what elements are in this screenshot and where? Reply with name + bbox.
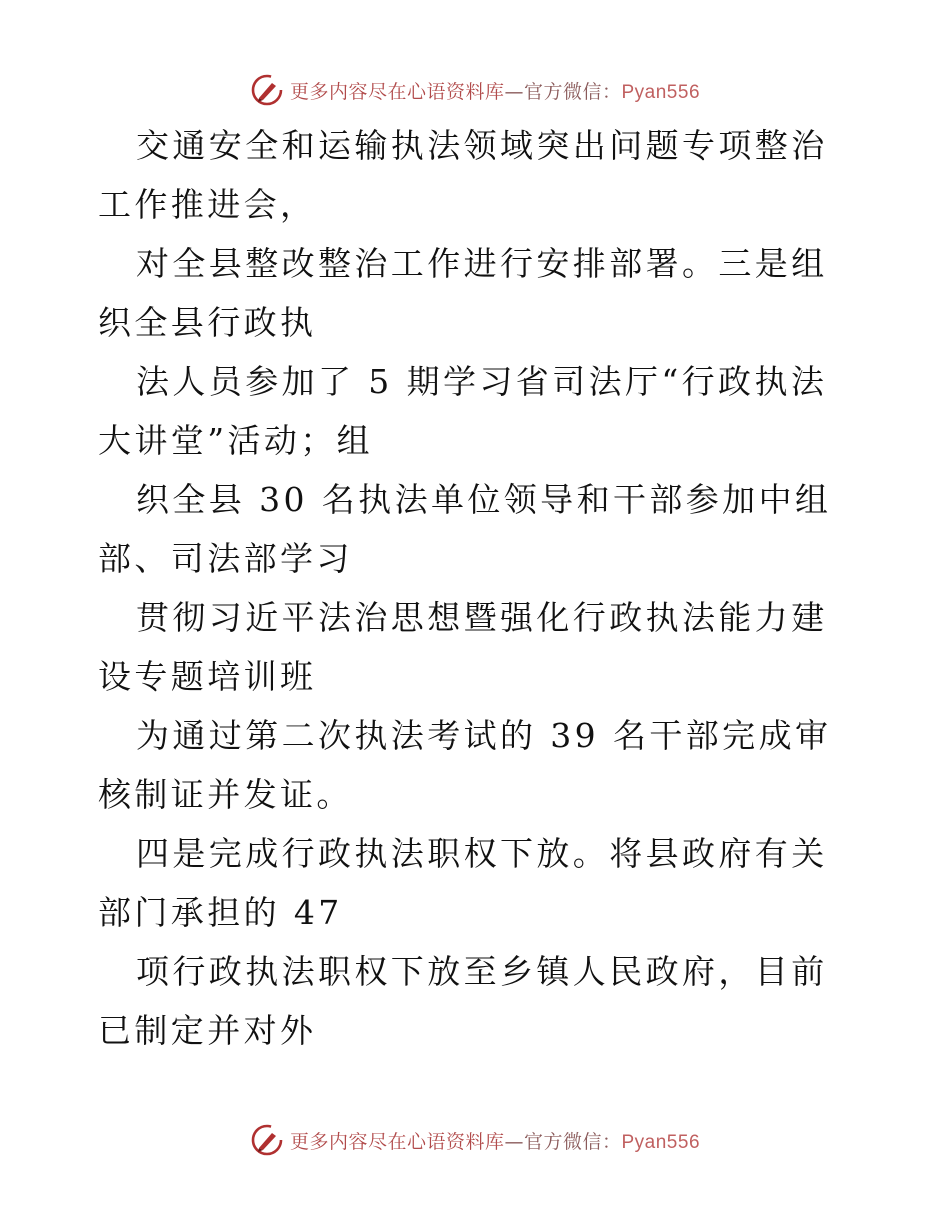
header-banner [0,70,950,110]
footer-banner-brand: Pyan556 [621,1131,701,1153]
footer-banner-separator: —官方微信： [504,1130,622,1153]
paragraph: 织全县 30 名执法单位领导和干部参加中组部、司法部学习 [98,480,832,578]
paragraph: 贯彻习近平法治思想暨强化行政执法能力建设专题培训班 [98,598,828,696]
paragraph: 对全县整改整治工作进行安排部署。三是组织全县行政执 [98,244,828,342]
footer-banner-text [290,1127,700,1154]
header-banner-brand: Pyan556 [621,81,701,103]
paragraph: 四是完成行政执法职权下放。将县政府有关部门承担的 47 [98,834,828,932]
paragraph: 项行政执法职权下放至乡镇人民政府，目前已制定并对外 [98,952,828,1050]
footer-banner [0,1120,950,1160]
header-banner-main: 更多内容尽在心语资料库 [289,80,505,103]
header-banner-text [290,77,700,104]
paragraph: 交通安全和运输执法领域突出问题专项整治工作推进会， [98,126,828,224]
document-body [98,116,858,1060]
pen-circle-logo-icon [250,1123,284,1157]
paragraph: 法人员参加了 5 期学习省司法厅“行政执法大讲堂”活动；组 [98,362,828,460]
footer-banner-main: 更多内容尽在心语资料库 [289,1130,505,1153]
header-banner-separator: —官方微信： [504,80,622,103]
paragraph: 为通过第二次执法考试的 39 名干部完成审核制证并发证。 [98,716,832,814]
pen-circle-logo-icon [250,73,284,107]
